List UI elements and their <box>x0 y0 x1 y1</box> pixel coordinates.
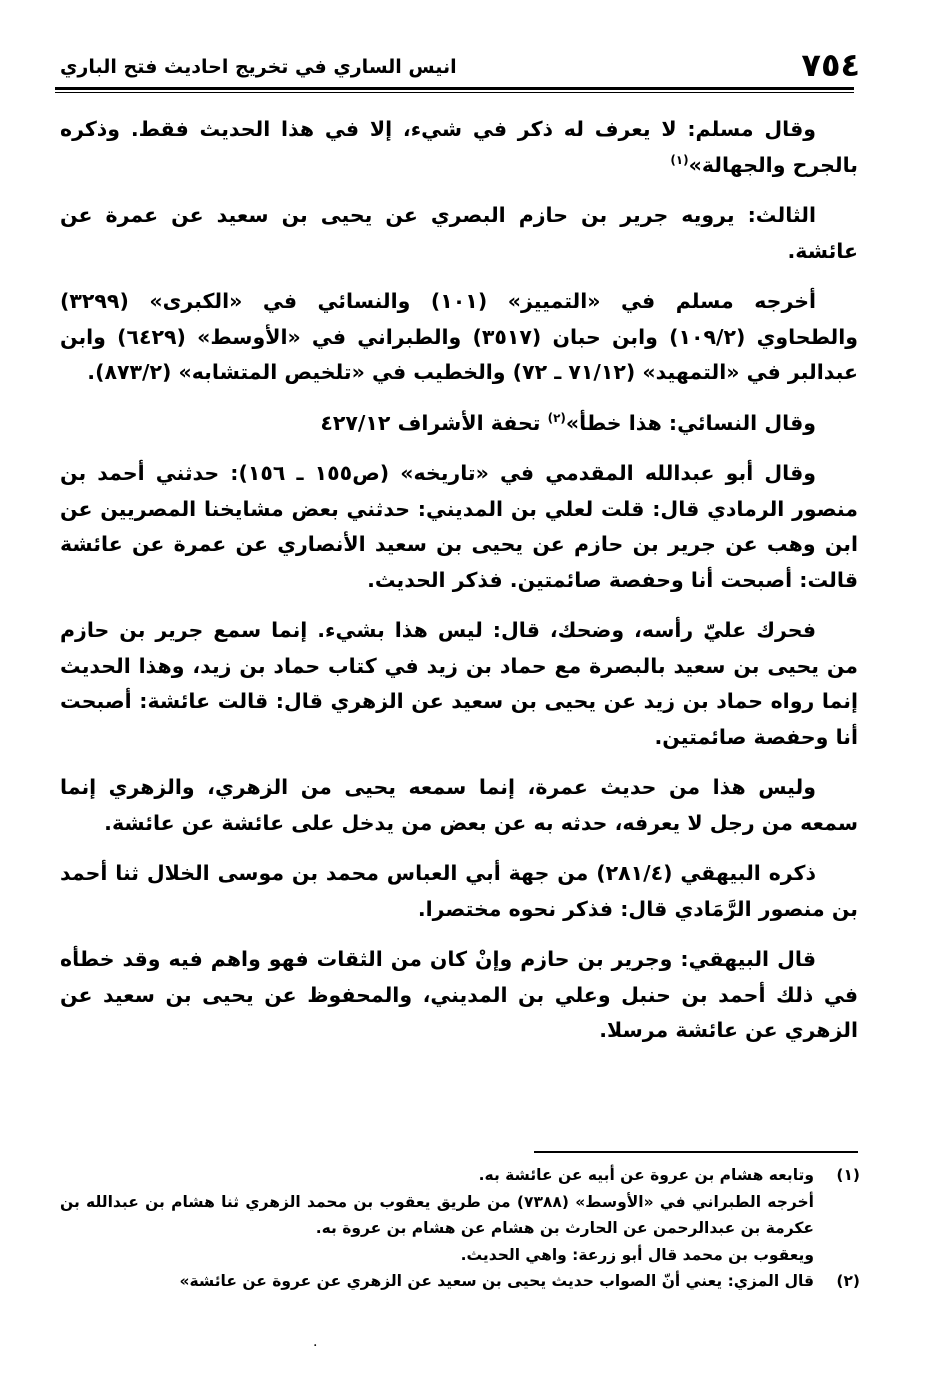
footnote-line: وتابعه هشام بن عروة عن أبيه عن عائشة به. <box>478 1166 814 1184</box>
running-title: انيس الساري في تخريج احاديث فتح الباري <box>60 56 457 78</box>
paragraph-text: وليس هذا من حديث عمرة، إنما سمعه يحيى من الزهري، والزهري إنما سمعه من رجل لا يعرفه، حدثه به عن بعض من يدخل على عائشة عن عائشة. <box>60 775 858 835</box>
paragraph-text: قال البيهقي: وجرير بن حازم وإنْ كان من الثقات فهو واهم فيه وقد خطأه في ذلك أحمد بن حنبل وعلي بن المديني، والمحفوظ عن يحيى بن سعيد عن الزهري عن عائشة مرسلا. <box>60 947 858 1042</box>
paragraph-tail: تحفة الأشراف ٤٢٧/١٢ <box>320 410 548 435</box>
paragraph-lead: الثالث: <box>747 203 816 227</box>
paragraph-text: وقال مسلم: لا يعرف له ذكر في شيء، إلا في هذا الحديث فقط. وذكره بالجرح والجهالة» <box>60 117 858 177</box>
footnote <box>60 1268 860 1295</box>
footnote-ref: (١) <box>670 152 689 167</box>
paragraph <box>60 198 858 269</box>
paragraph-text: ذكره البيهقي (٢٨١/٤) من جهة أبي العباس محمد بن موسى الخلال ثنا أحمد بن منصور الرَّمَادي قال: فذكر نحوه مختصرا. <box>60 861 858 921</box>
paragraph <box>60 112 858 183</box>
paragraph <box>60 456 858 598</box>
paragraph-text: أخرجه مسلم في «التمييز» (١٠١) والنسائي في «الكبرى» (٣٢٩٩) والطحاوي (١٠٩/٢) وابن حبان (٣٥١٧) والطبراني في «الأوسط» (٦٤٢٩) وابن عبدالبر في «التمهيد» (٧١/١٢ ـ ٧٢) والخطيب في «تلخيص المتشابه» (٨٧٣/٢). <box>60 289 859 384</box>
paragraph-text: فحرك عليّ رأسه، وضحك، قال: ليس هذا بشيء. إنما سمع جرير بن حازم من يحيى بن سعيد بالبصرة مع حماد بن زيد في كتاب حماد بن زيد، وهذا الحديث إنما رواه حماد بن زيد عن يحيى بن سعيد عن الزهري قال: قالت عائشة: أصبحت أنا وحفصة صائمتين. <box>60 618 858 749</box>
paragraph-text: يرويه جرير بن حازم البصري عن يحيى بن سعيد عن عمرة عن عائشة. <box>60 203 858 263</box>
header-rule <box>55 87 854 90</box>
header-rule-thin <box>55 92 854 93</box>
paragraph-text: وقال النسائي: هذا خطأ» <box>565 410 816 435</box>
paragraph <box>60 613 858 755</box>
footnote-number: (١) <box>836 1166 860 1184</box>
main-text <box>60 112 858 1064</box>
paragraph <box>60 284 858 391</box>
scan-speck: · <box>313 1338 318 1354</box>
paragraph <box>60 406 858 442</box>
footnote-separator <box>534 1151 858 1153</box>
footnote <box>60 1162 860 1268</box>
footnote-body <box>60 1162 814 1268</box>
footnote-line: ويعقوب بن محمد قال أبو زرعة: واهي الحديث. <box>460 1245 814 1264</box>
paragraph <box>60 770 858 841</box>
footnote-number: (٢) <box>836 1272 860 1290</box>
paragraph-text: وقال أبو عبدالله المقدمي في «تاريخه» (ص١٥٥ ـ ١٥٦): حدثني أحمد بن منصور الرمادي قال: قلت لعلي بن المديني: حدثني بعض مشايخنا المصريين عن ابن وهب عن جرير بن حازم عن يحيى بن سعيد الأنصاري عن عمرة عن عائشة قالت: أصبحت أنا وحفصة صائمتين. فذكر الحديث. <box>60 461 858 592</box>
paragraph <box>60 856 858 927</box>
page-number: ٧٥٤ <box>801 46 860 84</box>
running-header <box>60 46 860 86</box>
footnote-ref: (٢) <box>547 410 566 425</box>
footnote-line: أخرجه الطبراني في «الأوسط» (٧٣٨٨) من طريق يعقوب بن محمد الزهري ثنا هشام بن عبدالله بن عكرمة بن عبدالرحمن عن الحارث بن هشام عن هشام بن عروة به. <box>60 1192 814 1237</box>
footnote-body <box>60 1268 814 1295</box>
footnote-line: قال المزي: يعني أنّ الصواب حديث يحيى بن سعيد عن الزهري عن عروة عن عائشة» <box>179 1272 814 1290</box>
footnotes <box>60 1162 860 1295</box>
paragraph <box>60 942 858 1049</box>
